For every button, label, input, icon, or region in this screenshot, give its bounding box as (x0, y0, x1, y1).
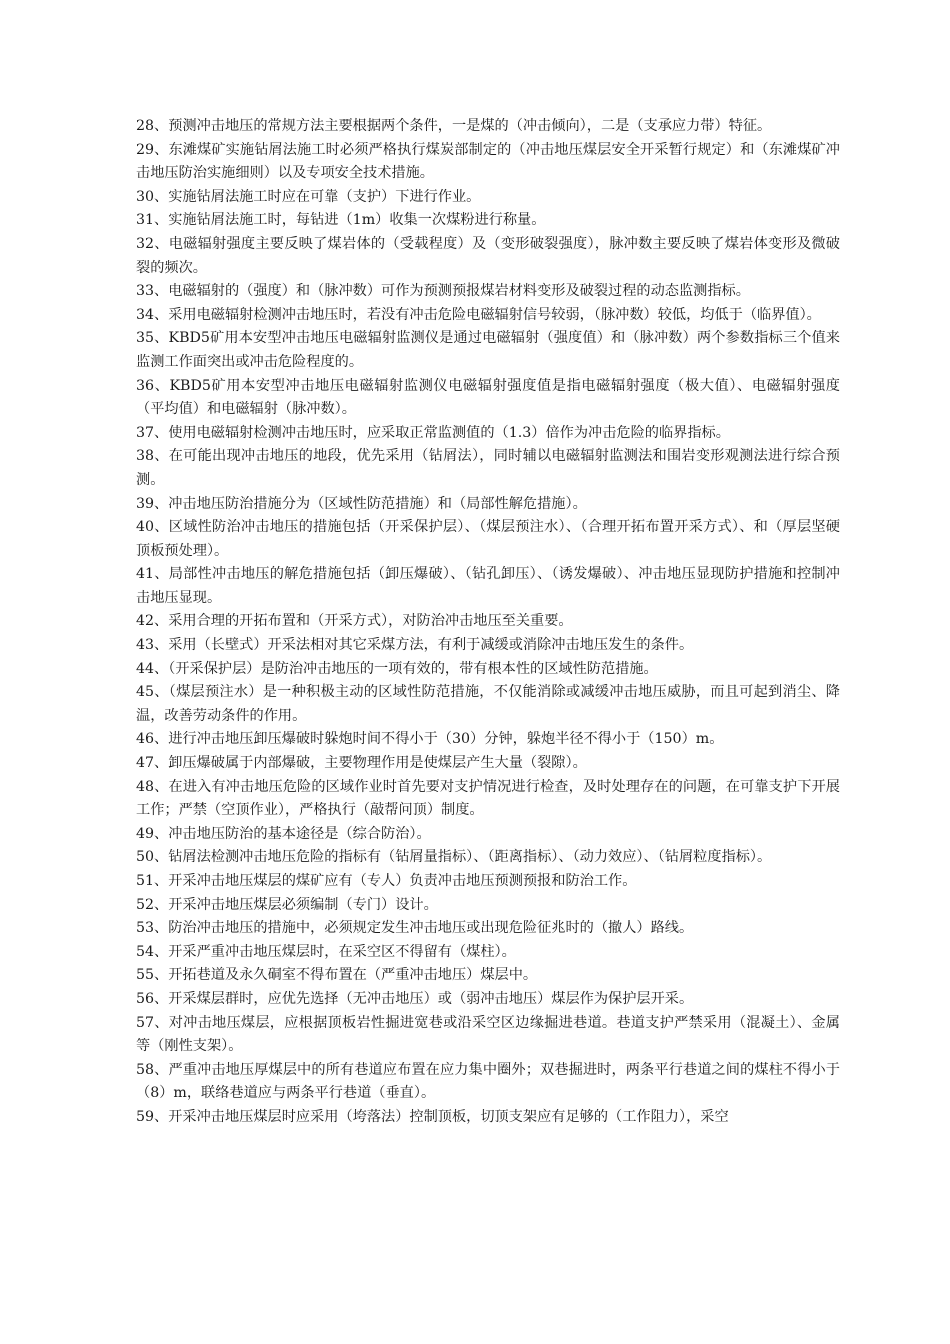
list-item: 45、（煤层预注水）是一种积极主动的区域性防范措施，不仅能消除或减缓冲击地压威胁，而且可起到消尘、降温，改善劳动条件的作用。 (136, 684, 840, 724)
list-item: 29、东滩煤矿实施钻屑法施工时必须严格执行煤炭部制定的（冲击地压煤层安全开采暂行规定）和（东滩煤矿冲击地压防治实施细则）以及专项安全技术措施。 (136, 141, 840, 182)
list-item: 49、冲击地压防治的基本途径是（综合防治）。 (136, 825, 431, 842)
list-item: 40、区域性防治冲击地压的措施包括（开采保护层）、（煤层预注水）、（合理开拓布置开采方式）、和（厚层坚硬顶板预处理）。 (136, 519, 840, 559)
list-item: 42、采用合理的开拓布置和（开采方式），对防治冲击地压至关重要。 (136, 613, 573, 630)
list-item: 50、钻屑法检测冲击地压危险的指标有（钻屑量指标）、（距离指标）、（动力效应）、（钻屑粒度指标）。 (136, 849, 772, 866)
list-item: 48、在进入有冲击地压危险的区域作业时首先要对支护情况进行检查，及时处理存在的问题，在可靠支护下开展工作；严禁（空顶作业），严格执行（敲帮问顶）制度。 (136, 778, 840, 819)
list-item: 58、严重冲击地压厚煤层中的所有巷道应布置在应力集中圈外；双巷掘进时，两条平行巷道之间的煤柱不得小于（8）m，联络巷道应与两条平行巷道（垂直）。 (136, 1061, 840, 1102)
list-item: 32、电磁辐射强度主要反映了煤岩体的（受载程度）及（变形破裂强度），脉冲数主要反映了煤岩体变形及微破裂的频次。 (136, 235, 840, 276)
list-item: 56、开采煤层群时，应优先选择（无冲击地压）或（弱冲击地压）煤层作为保护层开采。 (136, 990, 694, 1007)
list-item: 39、冲击地压防治措施分为（区域性防范措施）和（局部性解危措施）。 (136, 495, 587, 512)
list-item: 30、实施钻屑法施工时应在可靠（支护）下进行作业。 (136, 188, 481, 205)
list-item: 38、在可能出现冲击地压的地段，优先采用（钻屑法），同时辅以电磁辐射监测法和围岩变形观测法进行综合预测。 (136, 448, 840, 488)
list-item: 54、开采严重冲击地压煤层时，在采空区不得留有（煤柱）。 (136, 943, 516, 960)
list-item: 53、防治冲击地压的措施中，必须规定发生冲击地压或出现危险征兆时的（撤人）路线。 (136, 920, 694, 937)
list-item: 55、开拓巷道及永久硐室不得布置在（严重冲击地压）煤层中。 (136, 967, 538, 984)
list-item: 37、使用电磁辐射检测冲击地压时，应采取正常监测值的（1.3）倍作为冲击危险的临界指标。 (136, 424, 730, 441)
list-item: 31、实施钻屑法施工时，每钻进（1m）收集一次煤粉进行称量。 (136, 212, 546, 229)
list-item: 28、预测冲击地压的常规方法主要根据两个条件，一是煤的（冲击倾向），二是（支承应力带）特征。 (136, 118, 772, 134)
list-item: 36、KBD5矿用本安型冲击地压电磁辐射监测仪电磁辐射强度值是指电磁辐射强度（极大值）、电磁辐射强度（平均值）和电磁辐射（脉冲数）。 (136, 377, 840, 418)
list-item: 52、开采冲击地压煤层必须编制（专门）设计。 (136, 896, 438, 913)
list-item: 44、（开采保护层）是防治冲击地压的一项有效的，带有根本性的区域性防范措施。 (136, 660, 658, 677)
list-item: 51、开采冲击地压煤层的煤矿应有（专人）负责冲击地压预测预报和防治工作。 (136, 873, 637, 889)
list-item: 46、进行冲击地压卸压爆破时躲炮时间不得小于（30）分钟，躲炮半径不得小于（150）m。 (136, 731, 724, 748)
list-item: 41、局部性冲击地压的解危措施包括（卸压爆破）、（钻孔卸压）、（诱发爆破）、冲击地压显现防护措施和控制冲击地压显现。 (136, 566, 840, 606)
list-item: 47、卸压爆破属于内部爆破，主要物理作用是使煤层产生大量（裂隙）。 (136, 755, 587, 772)
document-body (136, 115, 840, 1130)
list-item: 33、电磁辐射的（强度）和（脉冲数）可作为预测预报煤岩材料变形及破裂过程的动态监测指标。 (136, 283, 750, 300)
list-item: 57、对冲击地压煤层，应根据顶板岩性掘进宽巷或沿采空区边缘掘进巷道。巷道支护严禁采用（混凝土）、金属等（刚性支架）。 (136, 1014, 840, 1055)
list-item: 34、采用电磁辐射检测冲击地压时，若没有冲击危险电磁辐射信号较弱，（脉冲数）较低，均低于（临界值）。 (136, 306, 821, 323)
list-item: 43、采用（长壁式）开采法相对其它采煤方法，有利于减缓或消除冲击地压发生的条件。 (136, 637, 694, 654)
list-item: 59、开采冲击地压煤层时应采用（垮落法）控制顶板，切顶支架应有足够的（工作阻力），采空 (136, 1108, 729, 1125)
list-item: 35、KBD5矿用本安型冲击地压电磁辐射监测仪是通过电磁辐射（强度值）和（脉冲数）两个参数指标三个值来监测工作面突出或冲击危险程度的。 (136, 330, 840, 370)
